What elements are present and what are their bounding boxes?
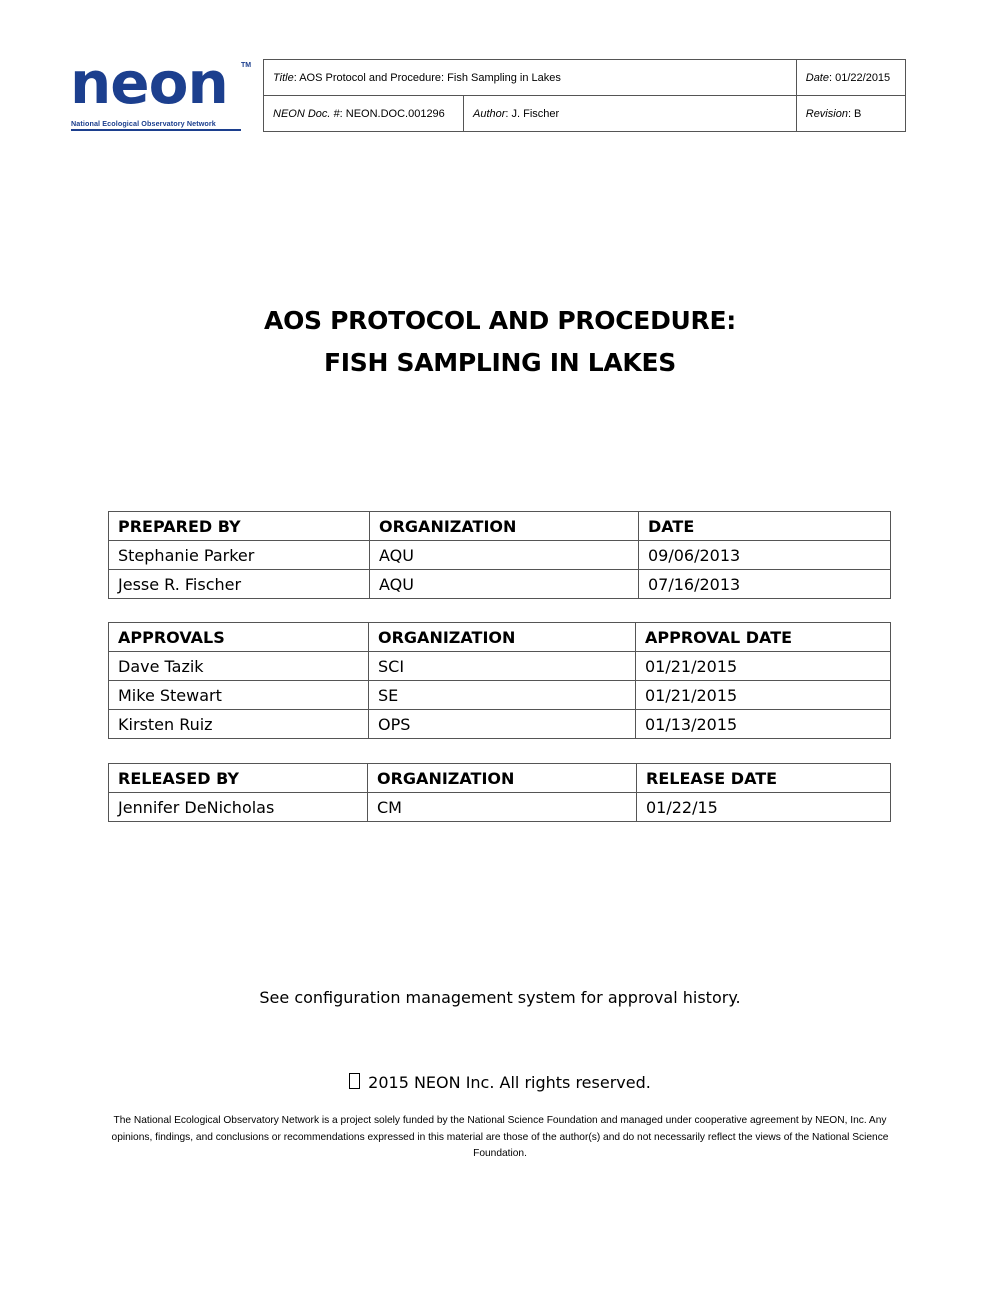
header-title-cell: Title: AOS Protocol and Procedure: Fish Sampling in Lakes xyxy=(264,60,797,96)
released-by-table xyxy=(108,763,891,822)
copyright-text: 2015 NEON Inc. All rights reserved. xyxy=(368,1073,651,1092)
table-cell: Mike Stewart xyxy=(109,681,369,710)
header-doc-number-cell: NEON Doc. #: NEON.DOC.001296 xyxy=(264,96,464,132)
table-cell: 01/21/2015 xyxy=(636,681,891,710)
table-header: ORGANIZATION xyxy=(369,623,636,652)
table-cell: 09/06/2013 xyxy=(639,541,891,570)
table-cell: OPS xyxy=(369,710,636,739)
table-cell: Stephanie Parker xyxy=(109,541,370,570)
table-row xyxy=(109,710,891,739)
config-management-note: See configuration management system for approval history. xyxy=(259,988,741,1007)
header-author-cell: Author: J. Fischer xyxy=(464,96,797,132)
table-header: PREPARED BY xyxy=(109,512,370,541)
copyright-line xyxy=(0,1073,1000,1092)
table-cell: Jesse R. Fischer xyxy=(109,570,370,599)
logo-tagline: National Ecological Observatory Network xyxy=(71,119,216,128)
header-revision-cell: Revision: B xyxy=(796,96,905,132)
table-cell: CM xyxy=(368,793,637,822)
document-title-line2: FISH SAMPLING IN LAKES xyxy=(323,348,676,377)
table-row xyxy=(109,793,891,822)
table-row xyxy=(109,541,891,570)
table-row xyxy=(109,652,891,681)
logo-underline xyxy=(71,129,241,131)
table-header: APPROVALS xyxy=(109,623,369,652)
trademark-mark: TM xyxy=(241,62,252,69)
table-header: RELEASE DATE xyxy=(637,764,891,793)
table-cell: SCI xyxy=(369,652,636,681)
table-row xyxy=(109,681,891,710)
table-cell: 01/22/15 xyxy=(637,793,891,822)
table-cell: 01/13/2015 xyxy=(636,710,891,739)
table-cell: 07/16/2013 xyxy=(639,570,891,599)
missing-glyph-icon xyxy=(349,1073,360,1089)
table-cell: AQU xyxy=(370,570,639,599)
table-header: ORGANIZATION xyxy=(368,764,637,793)
table-cell: Dave Tazik xyxy=(109,652,369,681)
table-cell: Kirsten Ruiz xyxy=(109,710,369,739)
table-cell: AQU xyxy=(370,541,639,570)
table-header: RELEASED BY xyxy=(109,764,368,793)
table-cell: Jennifer DeNicholas xyxy=(109,793,368,822)
prepared-by-table xyxy=(108,511,891,599)
table-header: DATE xyxy=(639,512,891,541)
table-header: APPROVAL DATE xyxy=(636,623,891,652)
table-cell: 01/21/2015 xyxy=(636,652,891,681)
document-header-table xyxy=(263,59,906,132)
table-row xyxy=(109,570,891,599)
table-header: ORGANIZATION xyxy=(370,512,639,541)
header-date-cell: Date: 01/22/2015 xyxy=(796,60,905,96)
table-cell: SE xyxy=(369,681,636,710)
neon-logo xyxy=(70,49,252,132)
funding-disclaimer: The National Ecological Observatory Network is a project solely funded by the National Science Foundation and managed under cooperative agreement by NEON, Inc. Any opinions, findings, and conclusions or recommendations expressed in this material are those of the author(s) and do not necessarily reflect the views of the National Science Foundation. xyxy=(111,1115,889,1159)
approvals-table xyxy=(108,622,891,739)
neon-wordmark: neon xyxy=(70,49,228,117)
document-title-line1: AOS PROTOCOL AND PROCEDURE: xyxy=(264,306,736,335)
